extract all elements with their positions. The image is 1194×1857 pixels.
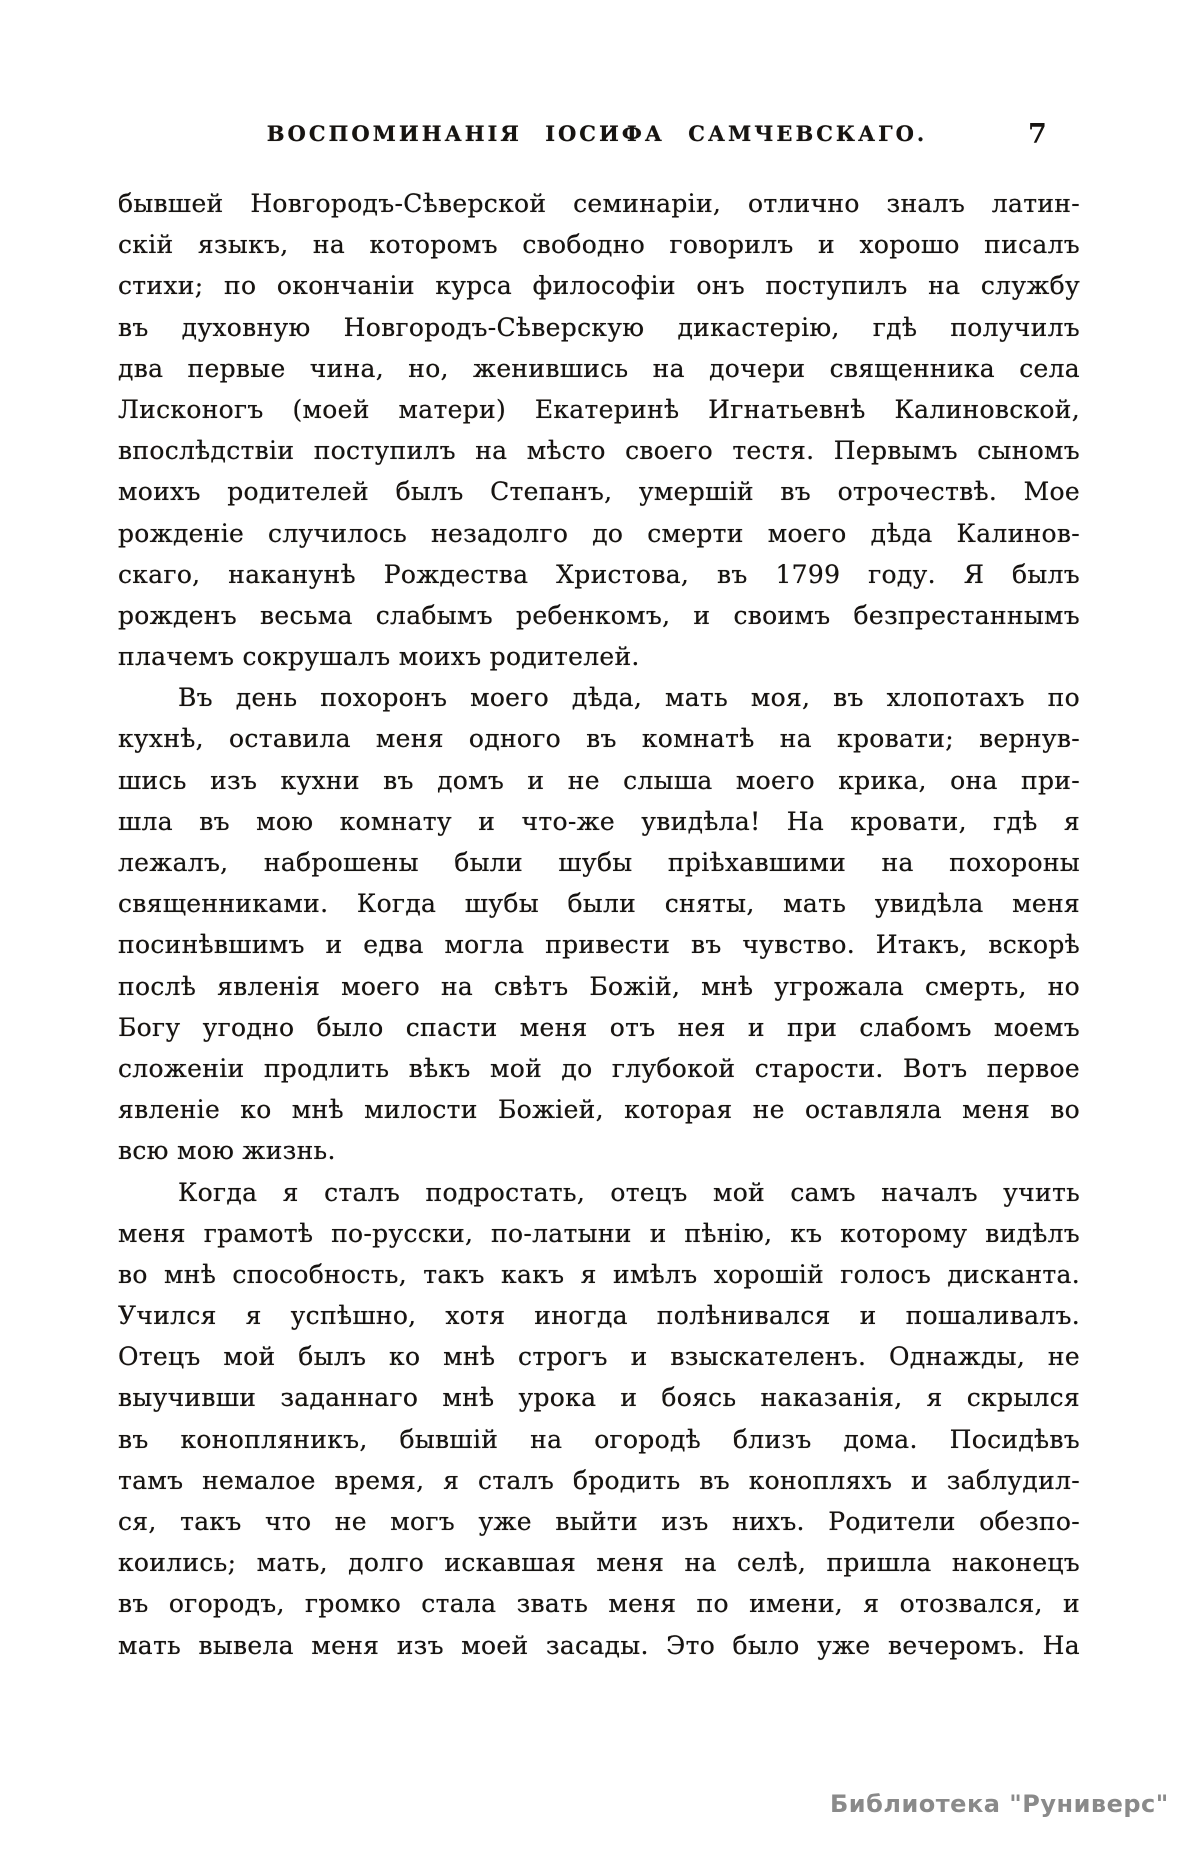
page-number: 7: [1028, 119, 1047, 150]
text-line: послѣ явленія моего на свѣтъ Божій, мнѣ угрожала смерть, но: [118, 971, 1080, 1001]
page-body-text: [118, 183, 1080, 1666]
paragraph: [118, 677, 1080, 1171]
text-line: Лисконогъ (моей матери) Екатеринѣ Игнатьевнѣ Калиновской,: [118, 394, 1080, 424]
paragraph: [118, 1172, 1080, 1666]
text-line: Учился я успѣшно, хотя иногда полѣнивался и пошаливалъ.: [118, 1301, 1080, 1331]
text-line: въ огородъ, громко стала звать меня по имени, я отозвался, и: [118, 1589, 1080, 1619]
text-line: коились; мать, долго искавшая меня на селѣ, пришла наконецъ: [118, 1548, 1080, 1578]
text-line: меня грамотѣ по-русски, по-латыни и пѣнію, къ которому видѣлъ: [118, 1218, 1080, 1248]
text-line: Богу угодно было спасти меня отъ нея и при слабомъ моемъ: [118, 1012, 1080, 1042]
text-line: Въ день похоронъ моего дѣда, мать моя, въ хлопотахъ по: [178, 683, 1080, 713]
text-line: два первые чина, но, женившись на дочери священника села: [118, 353, 1080, 383]
text-line: тамъ немалое время, я сталъ бродить въ конопляхъ и заблудил-: [118, 1465, 1080, 1495]
text-line: шла въ мою комнату и что-же увидѣла! На кровати, гдѣ я: [118, 806, 1080, 836]
text-line: сложеніи продлить вѣкъ мой до глубокой старости. Вотъ первое: [118, 1053, 1080, 1083]
text-line: шись изъ кухни въ домъ и не слыша моего крика, она при-: [118, 765, 1080, 795]
text-line: моихъ родителей былъ Степанъ, умершій въ отрочествѣ. Мое: [118, 477, 1080, 507]
text-line: впослѣдствіи поступилъ на мѣсто своего тестя. Первымъ сыномъ: [118, 436, 1080, 466]
text-line: рожденъ весьма слабымъ ребенкомъ, и своимъ безпрестаннымъ: [118, 600, 1080, 630]
running-header-title: ВОСПОМИНАНІЯ ІОСИФА САМЧЕВСКАГО.: [266, 121, 928, 146]
text-line: лежалъ, наброшены были шубы пріѣхавшими на похороны: [118, 848, 1080, 877]
text-line: мать вывела меня изъ моей засады. Это было уже вечеромъ. На: [118, 1630, 1080, 1660]
text-line: стихи; по окончаніи курса философіи онъ поступилъ на службу: [118, 271, 1080, 301]
text-line: явленіе ко мнѣ милости Божіей, которая не оставляла меня во: [118, 1095, 1080, 1125]
text-line: плачемъ сокрушалъ моихъ родителей.: [118, 642, 640, 672]
text-line: Отецъ мой былъ ко мнѣ строгъ и взыскателенъ. Однажды, не: [118, 1342, 1080, 1372]
text-line: скій языкъ, на которомъ свободно говорилъ и хорошо писалъ: [118, 230, 1080, 260]
text-line: бывшей Новгородъ-Сѣверской семинаріи, отлично зналъ латин-: [118, 189, 1080, 218]
library-watermark: Библиотека "Руниверс": [830, 1790, 1169, 1818]
text-line: священниками. Когда шубы были сняты, мать увидѣла меня: [118, 889, 1080, 919]
text-line: посинѣвшимъ и едва могла привести въ чувство. Итакъ, вскорѣ: [118, 930, 1080, 960]
text-line: въ конопляникъ, бывшій на огородѣ близъ дома. Посидѣвъ: [118, 1424, 1080, 1454]
text-line: рожденіе случилось незадолго до смерти моего дѣда Калинов-: [118, 518, 1080, 548]
text-line: въ духовную Новгородъ-Сѣверскую дикастерію, гдѣ получилъ: [118, 312, 1080, 342]
text-line: кухнѣ, оставила меня одного въ комнатѣ на кровати; вернув-: [118, 724, 1080, 754]
paragraph: [118, 183, 1080, 677]
text-line: во мнѣ способность, такъ какъ я имѣлъ хорошій голосъ дисканта.: [118, 1259, 1080, 1289]
text-line: ся, такъ что не могъ уже выйти изъ нихъ. Родители обезпо-: [118, 1507, 1080, 1536]
text-line: Когда я сталъ подростать, отецъ мой самъ началъ учить: [178, 1177, 1080, 1207]
text-line: скаго, наканунѣ Рождества Христова, въ 1799 году. Я былъ: [118, 559, 1080, 589]
text-line: всю мою жизнь.: [118, 1136, 336, 1166]
text-line: выучивши заданнаго мнѣ урока и боясь наказанія, я скрылся: [118, 1383, 1080, 1413]
